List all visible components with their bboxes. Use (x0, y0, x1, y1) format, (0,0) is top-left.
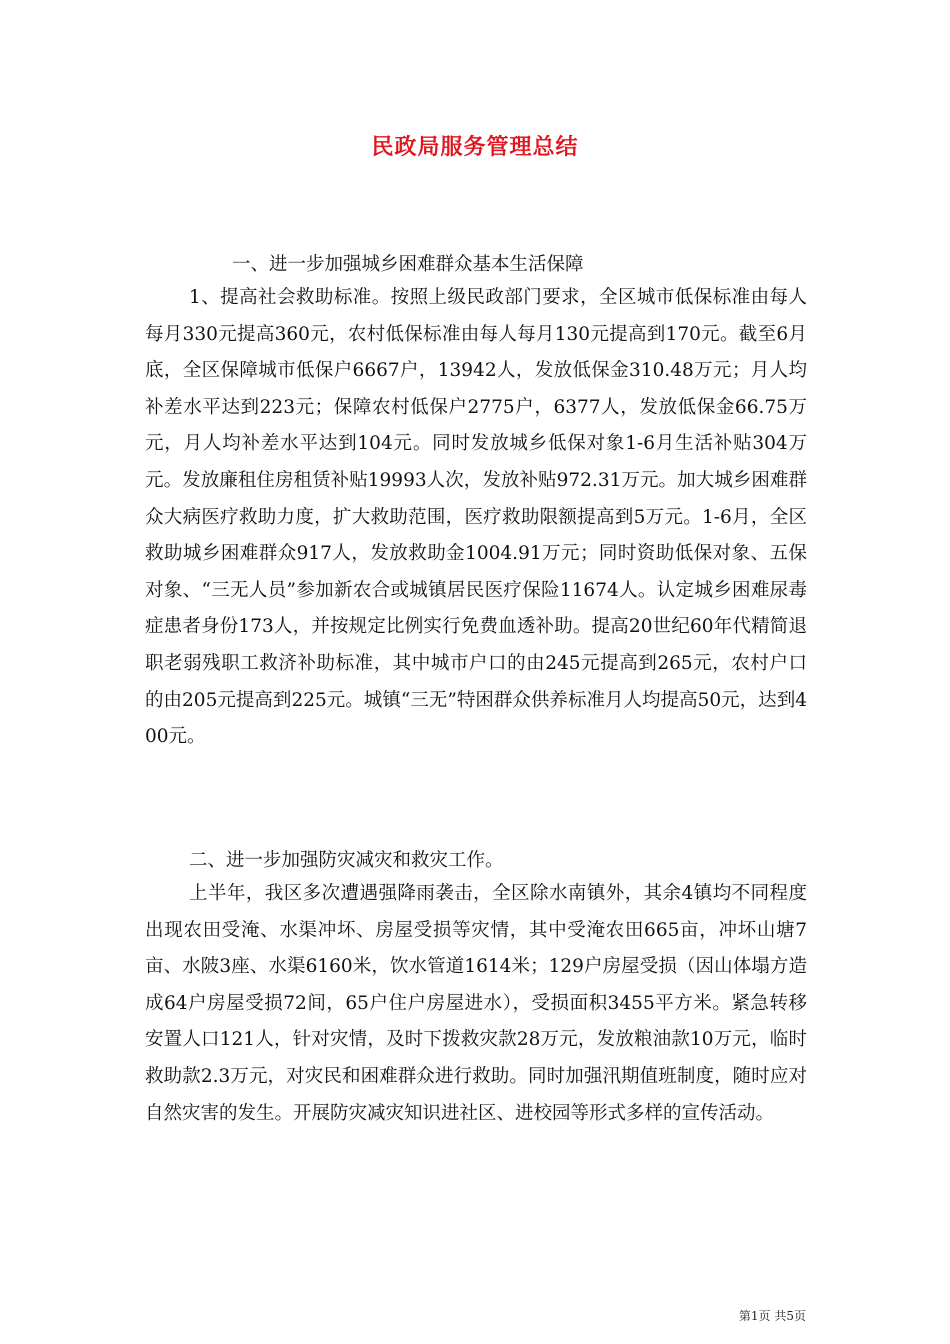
page-number-footer: 第1页 共5页 (738, 1309, 806, 1323)
section-2-heading-block (145, 843, 807, 880)
section-1-paragraph: 1、提高社会救助标准。按照上级民政部门要求，全区城市低保标准由每人每月330元提高360元，农村低保标准由每人每月130元提高到170元。截至6月底，全区保障城市低保户6667户，13942人，发放低保金310.48万元；月人均补差水平达到223元；保障农村低保户2775户，6377人，发放低保金66.75万元，月人均补差水平达到104元。同时发放城乡低保对象1-6月生活补贴304万元。发放廉租住房租赁补贴19993人次，发放补贴972.31万元。加大城乡困难群众大病医疗救助力度，扩大救助范围，医疗救助限额提高到5万元。1-6月，全区救助城乡困难群众917人，发放救助金1004.91万元；同时资助低保对象、五保对象、“三无人员”参加新农合或城镇居民医疗保险11674人。认定城乡困难尿毒症患者身份173人，并按规定比例实行免费血透补助。提高20世纪60年代精简退职老弱残职工救济补助标准，其中城市户口的由245元提高到265元，农村户口的由205元提高到225元。城镇“三无”特困群众供养标准月人均提高50元，达到400元。 (145, 287, 807, 748)
section-1-heading: 一、进一步加强城乡困难群众基本生活保障 (232, 254, 584, 275)
document-title: 民政局服务管理总结 (371, 134, 579, 160)
section-2-body (145, 876, 807, 1132)
section-2-paragraph: 上半年，我区多次遭遇强降雨袭击，全区除水南镇外，其余4镇均不同程度出现农田受淹、水渠冲坏、房屋受损等灾情，其中受淹农田665亩，冲坏山塘7亩、水陂3座、水渠6160米，饮水管道1614米；129户房屋受损（因山体塌方造成64户房屋受损72间，65户住户房屋进水），受损面积3455平方米。紧急转移安置人口121人，针对灾情，及时下拨救灾款28万元，发放粮油款10万元，临时救助款2.3万元，对灾民和困难群众进行救助。同时加强汛期值班制度，随时应对自然灾害的发生。开展防灾减灾知识进社区、进校园等形式多样的宣传活动。 (145, 883, 807, 1124)
section-2-heading: 二、进一步加强防灾减灾和救灾工作。 (189, 850, 504, 871)
section-1-body (145, 280, 807, 756)
